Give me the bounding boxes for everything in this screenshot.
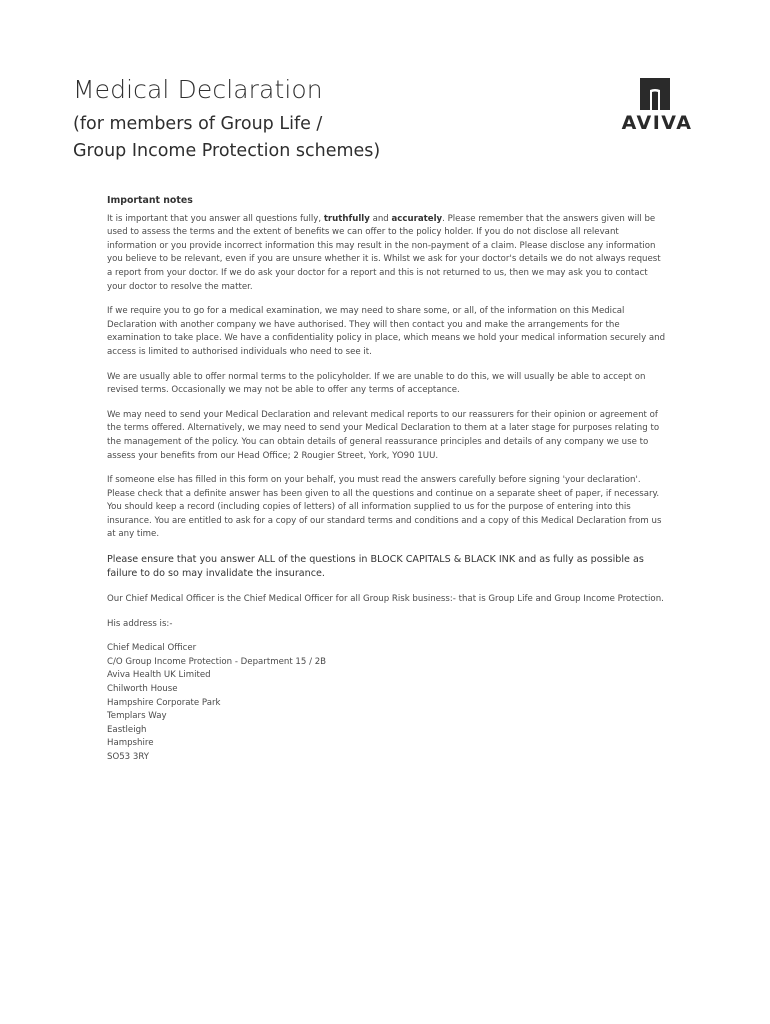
important-notes xyxy=(107,194,667,765)
notes-paragraph-2: If we require you to go for a medical examination, we may need to share some, or all, of the information on this Medical Declaration with another company we have authorised. They will then contact you and make the arrangements for the examination to take place. We have a confidentiality policy in place, which means we hold your medical information securely and access is limited to authorised individuals who need to see it. xyxy=(107,306,666,357)
notes-paragraph-6: Our Chief Medical Officer is the Chief Medical Officer for all Group Risk business:- that is Group Life and Group Income Protection. xyxy=(107,594,664,605)
address-line: C/O Group Income Protection - Department 15 / 2B xyxy=(107,656,327,667)
notes-paragraph-1 xyxy=(107,213,667,295)
aviva-logo xyxy=(612,78,702,138)
p1-accurately: accurately xyxy=(391,213,443,224)
notes-heading: Important notes xyxy=(107,195,193,206)
address-line: Aviva Health UK Limited xyxy=(107,670,211,681)
brand-name: AVIVA xyxy=(621,112,693,134)
address-line: Chief Medical Officer xyxy=(107,643,197,654)
block-capitals-warning: Please ensure that you answer ALL of the questions in BLOCK CAPITALS & BLACK INK and as fully as possible as failure to do so may invalidate the insurance. xyxy=(107,554,644,580)
notes-paragraph-7: His address is:- xyxy=(107,618,173,629)
notes-paragraph-4: We may need to send your Medical Declaration and relevant medical reports to our reassurers for their opinion or agreement of the terms offered. Alternatively, we may need to send your Medical Declaration to them at a later stage for purposes relating to the management of the policy. You can obtain details of general reassurance principles and details of any company we use to assess your benefits from our Head Office; 2 Rougier Street, York, YO90 1UU. xyxy=(107,409,660,461)
notes-paragraph-5: If someone else has filled in this form on your behalf, you must read the answers carefully before signing 'your declaration'. Please check that a definite answer has been given to all the questions and continue on a separate sheet of paper, if necessary. You should keep a record (including copies of letters) of all information supplied to us for the purpose of entering into this insurance. You are entitled to ask for a copy of our standard terms and conditions and a copy of this Medical Declaration from us at any time. xyxy=(107,475,662,540)
p1-text-b: . Please remember that the answers given will be used to assess the terms and the extent of benefits we can offer to the policy holder. If you do not disclose all relevant information or you provide incorrect information this may result in the non-payment of a claim. Please disclose any information you believe to be relevant, even if you are unsure whether it is. Whilst we ask for your doctor's details we do not always request a report from your doctor. If we do ask your doctor for a report and this is not returned to us, then we may ask you to contact your doctor to resolve the matter. xyxy=(107,213,661,292)
aviva-logo-mark-icon xyxy=(638,78,672,110)
address-line: Hampshire Corporate Park xyxy=(107,697,221,708)
p1-text-a: It is important that you answer all questions fully, xyxy=(107,213,324,224)
cmo-address xyxy=(107,642,667,764)
page-title: Medical Declaration xyxy=(73,75,323,104)
notes-paragraph-3: We are usually able to offer normal terms to the policyholder. If we are unable to do this, we will usually be able to accept on revised terms. Occasionally we may not be able to offer any terms of acceptance. xyxy=(107,371,646,396)
address-line: Eastleigh xyxy=(107,724,147,735)
p1-truthfully: truthfully xyxy=(323,213,370,224)
address-line: Templars Way xyxy=(107,711,167,722)
address-line: Hampshire xyxy=(107,738,154,749)
p1-and: and xyxy=(369,213,392,224)
address-line: Chilworth House xyxy=(107,684,178,695)
address-line: SO53 3RY xyxy=(107,752,150,762)
document-header xyxy=(73,74,593,165)
page-subtitle: (for members of Group Life / Group Income Protection schemes) xyxy=(73,114,381,161)
